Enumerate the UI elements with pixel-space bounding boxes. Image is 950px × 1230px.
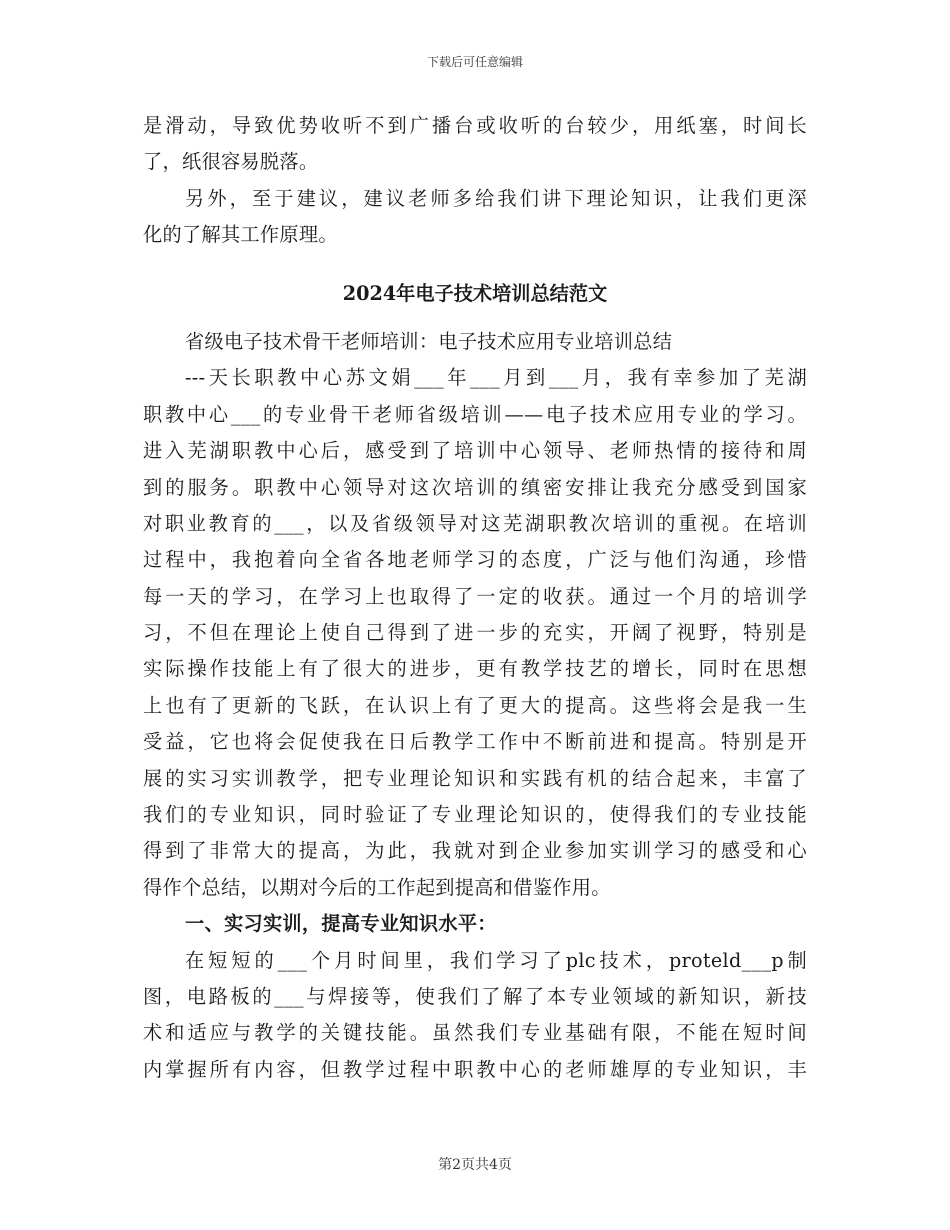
body-line: 实际操作技能上有了很大的进步，更有教学技艺的增长，同时在思想	[143, 657, 807, 681]
intro-line-2: 了，纸很容易脱落。	[143, 150, 319, 174]
body-line: 得到了非常大的提高，为此，我就对到企业参加实训学习的感受和心	[143, 839, 807, 863]
article-subtitle: 省级电子技术骨干老师培训：电子技术应用专业培训总结	[185, 329, 673, 353]
page-footer: 第2页共4页	[438, 1157, 512, 1173]
document-content	[143, 108, 807, 1088]
intro-line-1: 是滑动，导致优势收听不到广播台或收听的台较少，用纸塞，时间长	[143, 114, 807, 137]
section-body-line: 术和适应与教学的关键技能。虽然我们专业基础有限，不能在短时间	[143, 1021, 807, 1045]
body-line: 过程中，我抱着向全省各地老师学习的态度，广泛与他们沟通，珍惜	[143, 548, 807, 572]
body-line: 到的服务。职教中心领导对这次培训的缜密安排让我充分感受到国家	[143, 475, 807, 499]
section-body-line: 内掌握所有内容，但教学过程中职教中心的老师雄厚的专业知识，丰	[143, 1057, 807, 1081]
body-line: ---天长职教中心苏文娟___年___月到___月，我有幸参加了芜湖	[185, 366, 807, 390]
body-line: 受益，它也将会促使我在日后教学工作中不断前进和提高。特别是开	[143, 730, 807, 754]
section-heading: 一、实习实训，提高专业知识水平：	[185, 912, 497, 936]
section-body-line: 在短短的___个月时间里，我们学习了plc技术，proteld___p制	[185, 948, 807, 972]
body-line: 职教中心___的专业骨干老师省级培训——电子技术应用专业的学习。	[143, 402, 807, 426]
intro-line-3: 另外，至于建议，建议老师多给我们讲下理论知识，让我们更深	[185, 186, 807, 210]
article-title: 2024年电子技术培训总结范文	[342, 281, 608, 305]
body-line: 展的实习实训教学，把专业理论知识和实践有机的结合起来，丰富了	[143, 766, 807, 790]
body-line: 上也有了更新的飞跃，在认识上有了更大的提高。这些将会是我一生	[143, 693, 807, 717]
section-body-line: 图，电路板的___与焊接等，使我们了解了本专业领域的新知识，新技	[143, 984, 807, 1008]
body-line: 对职业教育的___，以及省级领导对这芜湖职教次培训的重视。在培训	[143, 511, 807, 535]
body-line: 每一天的学习，在学习上也取得了一定的收获。通过一个月的培训学	[143, 584, 807, 608]
body-line: 得作个总结，以期对今后的工作起到提高和借鉴作用。	[143, 875, 611, 899]
body-line: 习，不但在理论上使自己得到了进一步的充实，开阔了视野，特别是	[143, 621, 807, 645]
intro-line-4: 化的了解其工作原理。	[143, 223, 338, 247]
header-note: 下载后可任意编辑	[426, 55, 523, 69]
body-line: 我们的专业知识，同时验证了专业理论知识的，使得我们的专业技能	[143, 803, 807, 827]
body-line: 进入芜湖职教中心后，感受到了培训中心领导、老师热情的接待和周	[143, 439, 807, 463]
